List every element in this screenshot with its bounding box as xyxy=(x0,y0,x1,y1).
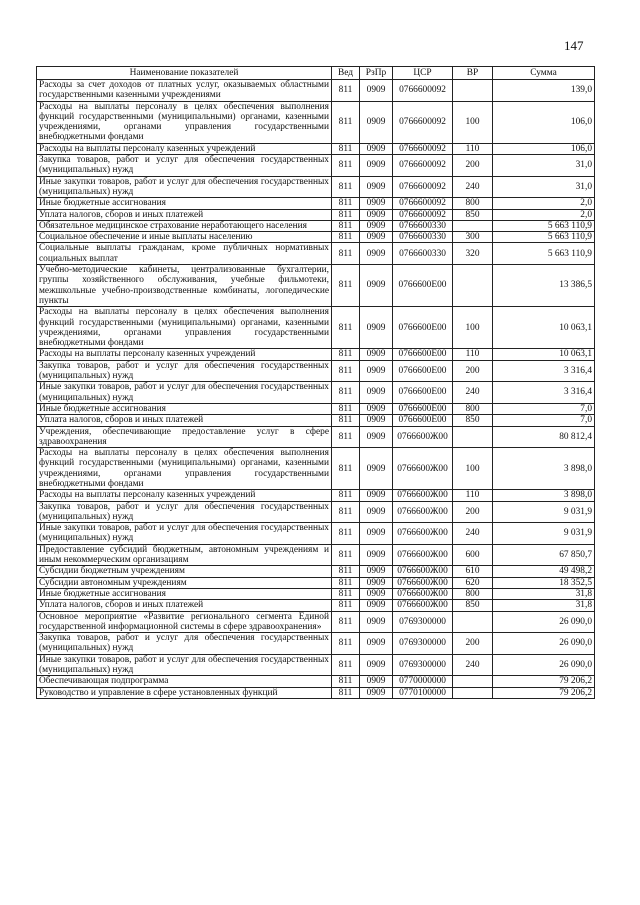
table-row xyxy=(37,501,595,523)
row-sum: 10 063,1 xyxy=(493,349,595,360)
budget-table xyxy=(36,66,595,699)
row-name: Социальные выплаты гражданам, кроме публичных нормативных социальных выплат xyxy=(37,243,332,265)
row-rzpr: 0909 xyxy=(360,243,393,265)
row-sum: 26 090,0 xyxy=(493,611,595,633)
row-vr xyxy=(453,611,493,633)
row-name: Расходы на выплаты персоналу в целях обеспечения выполнения функций государственными (муниципальными) органами, казенными учреждениями, органами управления государственными внебюджетными фондами xyxy=(37,101,332,143)
row-vr: 110 xyxy=(453,143,493,154)
row-csr: 0766600Ж00 xyxy=(393,501,453,523)
table-row xyxy=(37,101,595,143)
row-rzpr: 0909 xyxy=(360,265,393,307)
row-rzpr: 0909 xyxy=(360,176,393,198)
row-rzpr: 0909 xyxy=(360,588,393,599)
row-rzpr: 0909 xyxy=(360,611,393,633)
row-csr: 0769300000 xyxy=(393,633,453,655)
row-rzpr: 0909 xyxy=(360,198,393,209)
row-ved: 811 xyxy=(332,687,360,698)
table-row xyxy=(37,403,595,414)
row-name: Закупка товаров, работ и услуг для обеспечения государственных (муниципальных) нужд xyxy=(37,501,332,523)
row-vr xyxy=(453,426,493,448)
table-body xyxy=(37,80,595,699)
row-name: Иные закупки товаров, работ и услуг для обеспечения государственных (муниципальных) нужд xyxy=(37,523,332,545)
row-sum: 2,0 xyxy=(493,198,595,209)
row-rzpr: 0909 xyxy=(360,349,393,360)
row-vr: 620 xyxy=(453,577,493,588)
row-ved: 811 xyxy=(332,523,360,545)
row-csr: 0766600Е00 xyxy=(393,382,453,404)
table-row xyxy=(37,176,595,198)
row-csr: 0766600330 xyxy=(393,232,453,243)
row-ved: 811 xyxy=(332,382,360,404)
row-csr: 0766600092 xyxy=(393,176,453,198)
row-csr: 0766600Ж00 xyxy=(393,600,453,611)
row-rzpr: 0909 xyxy=(360,633,393,655)
row-vr: 200 xyxy=(453,155,493,177)
row-vr: 600 xyxy=(453,544,493,566)
row-vr: 200 xyxy=(453,633,493,655)
row-csr: 0766600Ж00 xyxy=(393,448,453,490)
table-row xyxy=(37,600,595,611)
row-vr xyxy=(453,687,493,698)
row-ved: 811 xyxy=(332,307,360,349)
row-ved: 811 xyxy=(332,155,360,177)
row-rzpr: 0909 xyxy=(360,307,393,349)
row-vr: 240 xyxy=(453,654,493,676)
table-row xyxy=(37,232,595,243)
row-name: Иные закупки товаров, работ и услуг для обеспечения государственных (муниципальных) нужд xyxy=(37,654,332,676)
row-sum: 3 898,0 xyxy=(493,490,595,501)
row-ved: 811 xyxy=(332,176,360,198)
row-sum: 7,0 xyxy=(493,403,595,414)
table-row xyxy=(37,243,595,265)
row-vr: 200 xyxy=(453,501,493,523)
row-csr: 0766600092 xyxy=(393,80,453,102)
row-vr: 850 xyxy=(453,415,493,426)
row-name: Уплата налогов, сборов и иных платежей xyxy=(37,209,332,220)
row-rzpr: 0909 xyxy=(360,360,393,382)
table-row xyxy=(37,80,595,102)
row-csr: 0766600Ж00 xyxy=(393,523,453,545)
row-rzpr: 0909 xyxy=(360,232,393,243)
row-rzpr: 0909 xyxy=(360,209,393,220)
row-vr: 100 xyxy=(453,448,493,490)
row-sum: 5 663 110,9 xyxy=(493,243,595,265)
row-csr: 0766600Е00 xyxy=(393,360,453,382)
row-csr: 0766600Е00 xyxy=(393,307,453,349)
row-csr: 0766600092 xyxy=(393,209,453,220)
row-name: Учебно-методические кабинеты, централизованные бухгалтерии, группы хозяйственного обслуживания, учебные фильмотеки, межшкольные учебно-производственные комбинаты, логопедические пункты xyxy=(37,265,332,307)
row-name: Уплата налогов, сборов и иных платежей xyxy=(37,415,332,426)
row-ved: 811 xyxy=(332,654,360,676)
row-csr: 0766600Ж00 xyxy=(393,566,453,577)
row-name: Расходы на выплаты персоналу в целях обеспечения выполнения функций государственными (муниципальными) органами, казенными учреждениями, органами управления государственными внебюджетными фондами xyxy=(37,307,332,349)
row-name: Иные бюджетные ассигнования xyxy=(37,588,332,599)
row-ved: 811 xyxy=(332,426,360,448)
row-ved: 811 xyxy=(332,633,360,655)
row-rzpr: 0909 xyxy=(360,577,393,588)
header-name: Наименование показателей xyxy=(37,67,332,80)
row-name: Обязательное медицинское страхование неработающего населения xyxy=(37,220,332,231)
row-rzpr: 0909 xyxy=(360,687,393,698)
row-vr: 110 xyxy=(453,490,493,501)
row-name: Закупка товаров, работ и услуг для обеспечения государственных (муниципальных) нужд xyxy=(37,155,332,177)
table-row xyxy=(37,566,595,577)
row-ved: 811 xyxy=(332,544,360,566)
row-vr xyxy=(453,265,493,307)
table-row xyxy=(37,143,595,154)
row-csr: 0766600Е00 xyxy=(393,349,453,360)
row-ved: 811 xyxy=(332,415,360,426)
row-vr: 110 xyxy=(453,349,493,360)
row-csr: 0769300000 xyxy=(393,654,453,676)
table-row xyxy=(37,523,595,545)
table-row xyxy=(37,415,595,426)
row-name: Расходы на выплаты персоналу казенных учреждений xyxy=(37,490,332,501)
row-name: Руководство и управление в сфере установленных функций xyxy=(37,687,332,698)
row-vr xyxy=(453,220,493,231)
row-vr: 240 xyxy=(453,176,493,198)
row-ved: 811 xyxy=(332,403,360,414)
row-sum: 3 316,4 xyxy=(493,382,595,404)
row-ved: 811 xyxy=(332,600,360,611)
table-row xyxy=(37,220,595,231)
row-sum: 9 031,9 xyxy=(493,523,595,545)
row-vr: 800 xyxy=(453,403,493,414)
row-ved: 811 xyxy=(332,676,360,687)
table-row xyxy=(37,155,595,177)
row-ved: 811 xyxy=(332,501,360,523)
row-vr: 300 xyxy=(453,232,493,243)
table-row xyxy=(37,676,595,687)
header-ved: Вед xyxy=(332,67,360,80)
row-sum: 139,0 xyxy=(493,80,595,102)
row-csr: 0766600092 xyxy=(393,155,453,177)
row-vr: 200 xyxy=(453,360,493,382)
row-ved: 811 xyxy=(332,80,360,102)
row-vr: 100 xyxy=(453,101,493,143)
row-sum: 10 063,1 xyxy=(493,307,595,349)
table-row xyxy=(37,577,595,588)
table-row xyxy=(37,687,595,698)
row-rzpr: 0909 xyxy=(360,382,393,404)
row-name: Расходы на выплаты персоналу казенных учреждений xyxy=(37,349,332,360)
row-sum: 5 663 110,9 xyxy=(493,232,595,243)
row-rzpr: 0909 xyxy=(360,403,393,414)
row-ved: 811 xyxy=(332,265,360,307)
row-rzpr: 0909 xyxy=(360,426,393,448)
row-name: Расходы на выплаты персоналу казенных учреждений xyxy=(37,143,332,154)
row-ved: 811 xyxy=(332,209,360,220)
row-rzpr: 0909 xyxy=(360,676,393,687)
row-name: Иные бюджетные ассигнования xyxy=(37,403,332,414)
row-sum: 7,0 xyxy=(493,415,595,426)
row-sum: 31,8 xyxy=(493,600,595,611)
row-name: Иные бюджетные ассигнования xyxy=(37,198,332,209)
row-rzpr: 0909 xyxy=(360,490,393,501)
row-rzpr: 0909 xyxy=(360,448,393,490)
row-sum: 106,0 xyxy=(493,101,595,143)
table-row xyxy=(37,490,595,501)
row-name: Предоставление субсидий бюджетным, автономным учреждениям и иным некоммерческим организациям xyxy=(37,544,332,566)
row-sum: 26 090,0 xyxy=(493,654,595,676)
row-name: Социальное обеспечение и иные выплаты населению xyxy=(37,232,332,243)
row-ved: 811 xyxy=(332,611,360,633)
row-name: Субсидии автономным учреждениям xyxy=(37,577,332,588)
row-sum: 5 663 110,9 xyxy=(493,220,595,231)
row-rzpr: 0909 xyxy=(360,544,393,566)
row-rzpr: 0909 xyxy=(360,101,393,143)
table-row xyxy=(37,588,595,599)
row-ved: 811 xyxy=(332,577,360,588)
row-vr: 100 xyxy=(453,307,493,349)
row-ved: 811 xyxy=(332,232,360,243)
row-vr: 850 xyxy=(453,209,493,220)
row-name: Закупка товаров, работ и услуг для обеспечения государственных (муниципальных) нужд xyxy=(37,360,332,382)
row-csr: 0770000000 xyxy=(393,676,453,687)
row-rzpr: 0909 xyxy=(360,415,393,426)
table-row xyxy=(37,544,595,566)
row-sum: 31,0 xyxy=(493,176,595,198)
row-sum: 80 812,4 xyxy=(493,426,595,448)
row-csr: 0766600092 xyxy=(393,143,453,154)
row-rzpr: 0909 xyxy=(360,80,393,102)
row-rzpr: 0909 xyxy=(360,523,393,545)
row-sum: 26 090,0 xyxy=(493,633,595,655)
row-csr: 0766600Е00 xyxy=(393,403,453,414)
row-csr: 0766600Ж00 xyxy=(393,490,453,501)
row-vr: 800 xyxy=(453,588,493,599)
row-csr: 0766600330 xyxy=(393,220,453,231)
row-name: Уплата налогов, сборов и иных платежей xyxy=(37,600,332,611)
table-row xyxy=(37,360,595,382)
table-row xyxy=(37,633,595,655)
row-csr: 0766600Ж00 xyxy=(393,588,453,599)
table-row xyxy=(37,265,595,307)
row-rzpr: 0909 xyxy=(360,143,393,154)
row-sum: 67 850,7 xyxy=(493,544,595,566)
row-sum: 79 206,2 xyxy=(493,687,595,698)
row-name: Иные закупки товаров, работ и услуг для обеспечения государственных (муниципальных) нужд xyxy=(37,176,332,198)
row-name: Закупка товаров, работ и услуг для обеспечения государственных (муниципальных) нужд xyxy=(37,633,332,655)
row-name: Расходы на выплаты персоналу в целях обеспечения выполнения функций государственными (муниципальными) органами, казенными учреждениями, органами управления государственными внебюджетными фондами xyxy=(37,448,332,490)
row-csr: 0770100000 xyxy=(393,687,453,698)
row-ved: 811 xyxy=(332,588,360,599)
table-row xyxy=(37,654,595,676)
row-ved: 811 xyxy=(332,243,360,265)
row-ved: 811 xyxy=(332,101,360,143)
row-sum: 18 352,5 xyxy=(493,577,595,588)
header-vr: ВР xyxy=(453,67,493,80)
row-sum: 3 898,0 xyxy=(493,448,595,490)
row-csr: 0766600Ж00 xyxy=(393,544,453,566)
row-vr: 320 xyxy=(453,243,493,265)
row-rzpr: 0909 xyxy=(360,220,393,231)
row-sum: 2,0 xyxy=(493,209,595,220)
row-vr: 240 xyxy=(453,382,493,404)
row-ved: 811 xyxy=(332,360,360,382)
table-row xyxy=(37,209,595,220)
row-ved: 811 xyxy=(332,566,360,577)
row-sum: 3 316,4 xyxy=(493,360,595,382)
row-csr: 0766600Е00 xyxy=(393,265,453,307)
row-csr: 0766600092 xyxy=(393,101,453,143)
row-vr: 240 xyxy=(453,523,493,545)
row-rzpr: 0909 xyxy=(360,566,393,577)
row-ved: 811 xyxy=(332,220,360,231)
row-vr: 610 xyxy=(453,566,493,577)
row-sum: 106,0 xyxy=(493,143,595,154)
row-csr: 0769300000 xyxy=(393,611,453,633)
row-name: Учреждения, обеспечивающие предоставление услуг в сфере здравоохранения xyxy=(37,426,332,448)
row-ved: 811 xyxy=(332,448,360,490)
row-rzpr: 0909 xyxy=(360,654,393,676)
table-row xyxy=(37,382,595,404)
row-csr: 0766600Ж00 xyxy=(393,577,453,588)
row-rzpr: 0909 xyxy=(360,155,393,177)
table-row xyxy=(37,198,595,209)
row-vr xyxy=(453,676,493,687)
table-row xyxy=(37,611,595,633)
page-number: 147 xyxy=(564,38,584,53)
row-sum: 49 498,2 xyxy=(493,566,595,577)
row-ved: 811 xyxy=(332,349,360,360)
header-csr: ЦСР xyxy=(393,67,453,80)
row-vr: 800 xyxy=(453,198,493,209)
row-sum: 31,0 xyxy=(493,155,595,177)
row-sum: 79 206,2 xyxy=(493,676,595,687)
table-row xyxy=(37,426,595,448)
row-rzpr: 0909 xyxy=(360,501,393,523)
row-ved: 811 xyxy=(332,490,360,501)
row-csr: 0766600Ж00 xyxy=(393,426,453,448)
row-name: Обеспечивающая подпрограмма xyxy=(37,676,332,687)
row-sum: 31,8 xyxy=(493,588,595,599)
row-sum: 9 031,9 xyxy=(493,501,595,523)
row-csr: 0766600330 xyxy=(393,243,453,265)
row-ved: 811 xyxy=(332,143,360,154)
table-row xyxy=(37,448,595,490)
row-vr xyxy=(453,80,493,102)
row-rzpr: 0909 xyxy=(360,600,393,611)
table-header-row xyxy=(37,67,595,80)
row-name: Иные закупки товаров, работ и услуг для обеспечения государственных (муниципальных) нужд xyxy=(37,382,332,404)
row-name: Субсидии бюджетным учреждениям xyxy=(37,566,332,577)
row-name: Расходы за счет доходов от платных услуг, оказываемых областными государственными казенными учреждениями xyxy=(37,80,332,102)
row-name: Основное мероприятие «Развитие регионального сегмента Единой государственной информационной системы в сфере здравоохранения» xyxy=(37,611,332,633)
row-vr: 850 xyxy=(453,600,493,611)
row-csr: 0766600092 xyxy=(393,198,453,209)
row-csr: 0766600Е00 xyxy=(393,415,453,426)
header-rzpr: РзПр xyxy=(360,67,393,80)
row-ved: 811 xyxy=(332,198,360,209)
header-sum: Сумма xyxy=(493,67,595,80)
row-sum: 13 386,5 xyxy=(493,265,595,307)
table-row xyxy=(37,349,595,360)
table-row xyxy=(37,307,595,349)
